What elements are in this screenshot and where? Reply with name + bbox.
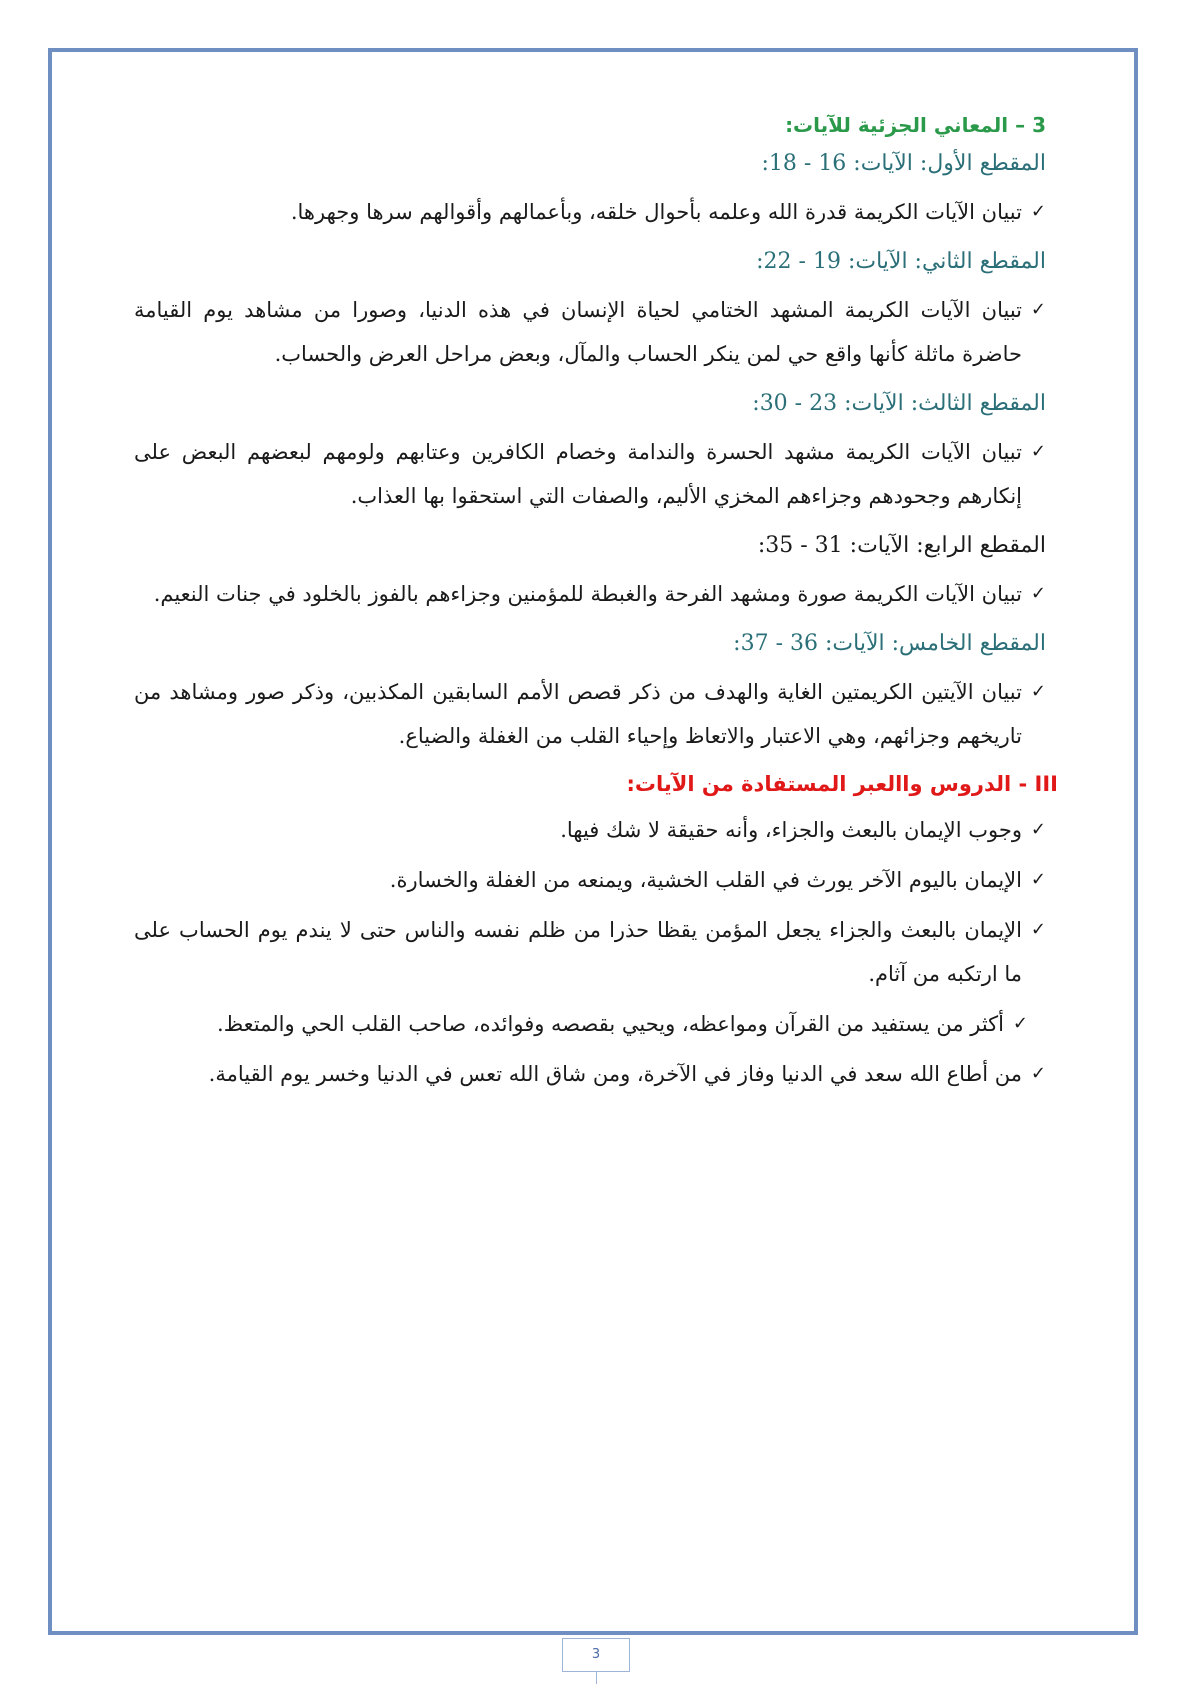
lesson-item — [134, 908, 1046, 996]
check-mark-icon: ✓ — [1030, 819, 1046, 840]
check-mark-icon: ✓ — [1030, 299, 1046, 320]
section-title-3: المقطع الثالث: الآيات: 23 - 30: — [752, 391, 1046, 416]
list-item — [134, 430, 1046, 518]
heading-lessons: III - الدروس واالعبر المستفادة من الآيات: — [626, 772, 1058, 796]
list-item-text: تبيان الآيات الكريمة قدرة الله وعلمه بأحوال خلقه، وبأعمالهم وأقوالهم سرها وجهرها. — [290, 200, 1022, 224]
section-title-2: المقطع الثاني: الآيات: 19 - 22: — [756, 249, 1046, 274]
document-content — [48, 48, 1138, 1635]
list-item — [134, 572, 1046, 616]
lesson-text: الإيمان بالبعث والجزاء يجعل المؤمن يقظا حذرا من ظلم نفسه والناس حتى لا يندم يوم الحساب على ما ارتكبه من آثام. — [134, 918, 1022, 986]
heading-meanings: 3 – المعاني الجزئية للآيات: — [785, 113, 1046, 137]
page-number: 3 — [562, 1638, 630, 1672]
check-mark-icon: ✓ — [1030, 583, 1046, 604]
lesson-item — [134, 858, 1046, 902]
check-mark-icon: ✓ — [1030, 919, 1046, 940]
list-item-text: تبيان الآيات الكريمة المشهد الختامي لحياة الإنسان في هذه الدنيا، وصورا من مشاهد يوم القيامة حاضرة ماثلة كأنها واقع حي لمن ينكر الحساب والمآل، وبعض مراحل العرض والحساب. — [134, 298, 1022, 366]
lesson-item — [134, 1002, 1028, 1046]
list-item-text: تبيان الآيات الكريمة مشهد الحسرة والندامة وخصام الكافرين وعتابهم ولومهم لبعضهم البعض على إنكارهم وجحودهم وجزاءهم المخزي الأليم، والصفات التي استحقوا بها العذاب. — [134, 440, 1022, 508]
list-item-text: تبيان الآيتين الكريمتين الغاية والهدف من ذكر قصص الأمم السابقين المكذبين، وذكر صور ومشاهد من تاريخهم وجزائهم، وهي الاعتبار والاتعاظ وإحياء القلب من الغفلة والضياع. — [134, 680, 1022, 748]
page-number-tick — [596, 1672, 597, 1684]
check-mark-icon: ✓ — [1030, 869, 1046, 890]
check-mark-icon: ✓ — [1012, 1013, 1028, 1034]
section-title-4: المقطع الرابع: الآيات: 31 - 35: — [757, 533, 1046, 558]
lesson-text: الإيمان باليوم الآخر يورث في القلب الخشية، ويمنعه من الغفلة والخسارة. — [389, 868, 1022, 892]
check-mark-icon: ✓ — [1030, 201, 1046, 222]
section-title-5: المقطع الخامس: الآيات: 36 - 37: — [733, 631, 1046, 656]
section-title-1: المقطع الأول: الآيات: 16 - 18: — [761, 151, 1046, 176]
check-mark-icon: ✓ — [1030, 681, 1046, 702]
list-item — [134, 288, 1046, 376]
lesson-text: من أطاع الله سعد في الدنيا وفاز في الآخرة، ومن شاق الله تعس في الدنيا وخسر يوم القيامة. — [208, 1062, 1022, 1086]
list-item — [134, 190, 1046, 234]
lesson-text: وجوب الإيمان بالبعث والجزاء، وأنه حقيقة لا شك فيها. — [560, 818, 1022, 842]
check-mark-icon: ✓ — [1030, 441, 1046, 462]
lesson-item — [134, 1052, 1046, 1096]
list-item-text: تبيان الآيات الكريمة صورة ومشهد الفرحة والغبطة للمؤمنين وجزاءهم بالفوز بالخلود في جنات النعيم. — [153, 582, 1022, 606]
check-mark-icon: ✓ — [1030, 1063, 1046, 1084]
list-item — [134, 670, 1046, 758]
lesson-item — [134, 808, 1046, 852]
lesson-text: أكثر من يستفيد من القرآن ومواعظه، ويحيي بقصصه وفوائده، صاحب القلب الحي والمتعظ. — [217, 1012, 1004, 1036]
